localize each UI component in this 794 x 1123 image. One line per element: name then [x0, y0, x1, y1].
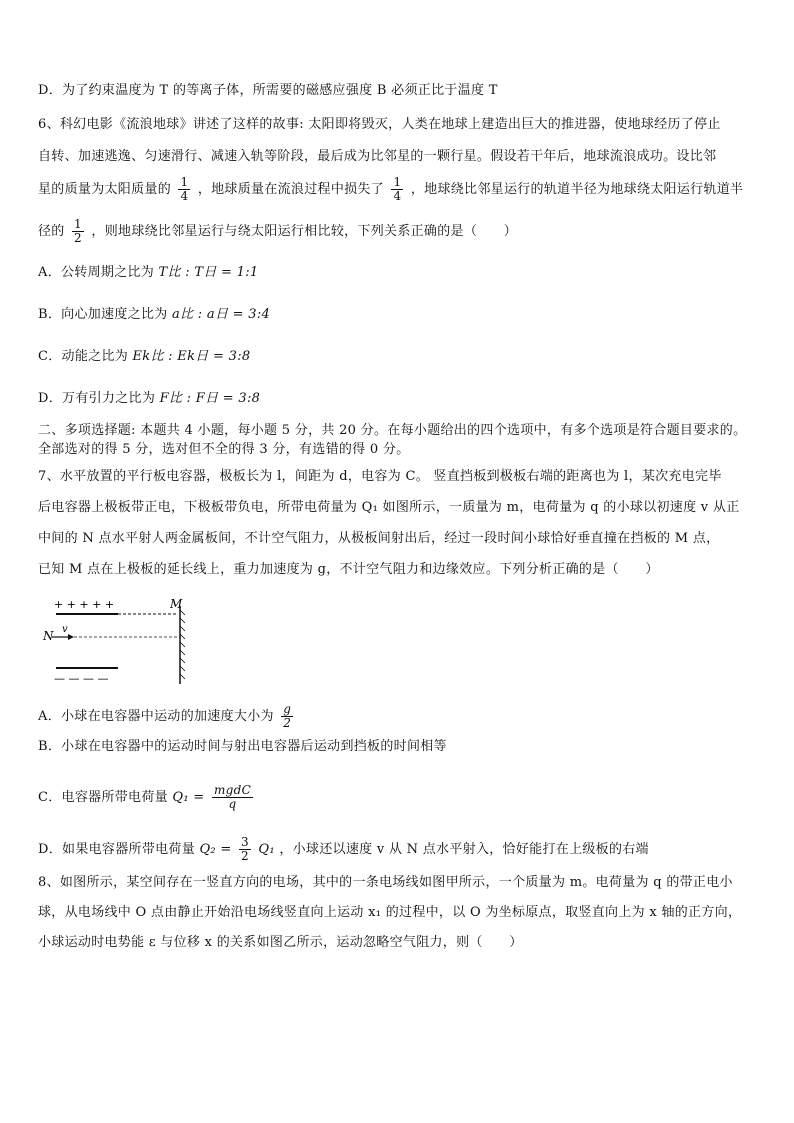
- top-plate-charges: + + + + +: [54, 598, 115, 611]
- formula-lhs: Q₂ =: [199, 842, 232, 857]
- capacitor-diagram: [38, 596, 198, 696]
- frac-den: 4: [180, 189, 189, 203]
- label-n: N: [43, 629, 54, 643]
- option-formula: Ek比 : Ek日 = 3:8: [132, 349, 251, 364]
- section2-line-2: 全部选对的得 5 分，选对但不全的得 3 分，有选错的得 0 分。: [38, 442, 410, 457]
- q6-line-4: [38, 218, 517, 245]
- option-label: A．公转周期之比为: [38, 265, 155, 280]
- option-label: C．动能之比为: [38, 349, 129, 364]
- q7-line-1: 7、水平放置的平行板电容器，极板长为 l，间距为 d，电容为 C。 竖直挡板到极板右端的距离也为 l，某次充电完毕: [38, 469, 722, 484]
- formula-rhs: Q₁: [258, 842, 275, 857]
- q8-line-1: 8、如图所示，某空间存在一竖直方向的电场，其中的一条电场线如图甲所示，一个质量为 m。电荷量为 q 的带正电小: [38, 875, 733, 890]
- q7-option-b: B．小球在电容器中的运动时间与射出电容器后运动到挡板的时间相等: [38, 739, 447, 754]
- q7-option-a: [38, 703, 296, 730]
- q7-option-d: [38, 836, 649, 863]
- q8-line-3: 小球运动时电势能 ε 与位移 x 的关系如图乙所示，运动忽略空气阻力，则（ ）: [38, 935, 523, 950]
- label-m: M: [170, 597, 183, 611]
- option-label: C．电容器所带电荷量: [38, 790, 168, 805]
- formula-lhs: Q₁ =: [172, 790, 205, 805]
- q6-line-3: [38, 176, 743, 203]
- q6-option-b: [38, 306, 270, 324]
- q6-line-3a: 星的质量为太阳质量的: [38, 182, 172, 197]
- option-formula: F比 : F日 = 3:8: [159, 391, 261, 406]
- fraction-g-over-2: [281, 703, 293, 730]
- bottom-plate-charges: — — — —: [54, 672, 109, 685]
- option-label: D．如果电容器所带电荷量: [38, 842, 196, 857]
- fraction-quarter-1: [178, 176, 190, 203]
- q6-line-2: 自转、加速逃逸、匀速滑行、减速入轨等阶段，最后成为比邻星的一颗行星。假设若干年后，地球流浪成功。设比邻: [38, 149, 717, 164]
- frac-num: g: [283, 702, 292, 716]
- q7-line-3: 中间的 N 点水平射人两金属板间，不计空气阻力，从极板间射出后，经过一段时间小球恰好垂直撞在挡板的 M 点，: [38, 531, 720, 546]
- frac-num: 1: [180, 175, 189, 189]
- q6-option-d: [38, 390, 260, 408]
- frac-den: 4: [393, 189, 402, 203]
- q7-line-4: 已知 M 点在上极板的延长线上，重力加速度为 g，不计空气阻力和边缘效应。下列分析正确的是（ ）: [38, 562, 659, 577]
- q6-option-a: [38, 264, 259, 282]
- option-formula: a比 : a日 = 3:4: [172, 307, 271, 322]
- section2-line-1: 二、多项选择题: 本题共 4 小题，每小题 5 分，共 20 分。在每小题给出的四个选项中，有多个选项是符合题目要求的。: [38, 423, 747, 438]
- frac-den: 2: [74, 231, 82, 245]
- arrow-head-icon: [68, 634, 74, 640]
- option-label: A．小球在电容器中运动的加速度大小为: [38, 709, 274, 724]
- option-label: D．万有引力之比为: [38, 391, 156, 406]
- q7-option-c: [38, 784, 256, 811]
- q6-line-3c: ，地球绕比邻星运行的轨道半径为地球绕太阳运行轨道半: [410, 182, 744, 197]
- q8-line-2: 球，从电场线中 O 点由静止开始沿电场线竖直向上运动 x₁ 的过程中，以 O 为坐标原点，取竖直向上为 x 轴的正方向，: [38, 905, 742, 920]
- option-formula: T比 : T日 = 1:1: [158, 265, 259, 280]
- label-v: v: [62, 624, 68, 635]
- frac-num: 3: [241, 835, 249, 849]
- q6-line-4b: ，则地球绕比邻星运行与绕太阳运行相比较，下列关系正确的是（ ）: [91, 224, 518, 239]
- q6-line-1: 6、科幻电影《流浪地球》讲述了这样的故事: 太阳即将毁灭，人类在地球上建造出巨大的推进器，使地球经历了停止: [38, 117, 721, 132]
- fraction-charge: [212, 784, 253, 811]
- fraction-quarter-2: [391, 176, 403, 203]
- frac-den: 2: [283, 716, 292, 730]
- q6-option-c: [38, 348, 250, 366]
- frac-num: mgdC: [213, 783, 252, 797]
- q7-line-2: 后电容器上极板带正电，下极板带负电，所带电荷量为 Q₁ 如图所示，一质量为 m，电荷量为 q 的小球以初速度 v 从正: [38, 500, 740, 515]
- frac-den: q: [228, 797, 237, 811]
- frac-num: 1: [74, 217, 82, 231]
- frac-den: 2: [241, 849, 249, 863]
- frac-num: 1: [393, 175, 402, 189]
- fraction-three-halves: [239, 836, 251, 863]
- option-label: B．向心加速度之比为: [38, 307, 168, 322]
- q6-line-3b: ，地球质量在流浪过程中损失了: [197, 182, 385, 197]
- option-suffix: ，小球还以速度 v 从 N 点水平射入，恰好能打在上级板的右端: [279, 842, 649, 857]
- q6-line-4a: 径的: [38, 224, 65, 239]
- q5-option-d: D．为了约束温度为 T 的等离子体，所需要的磁感应强度 B 必须正比于温度 T: [38, 83, 498, 98]
- fraction-half: [72, 218, 84, 245]
